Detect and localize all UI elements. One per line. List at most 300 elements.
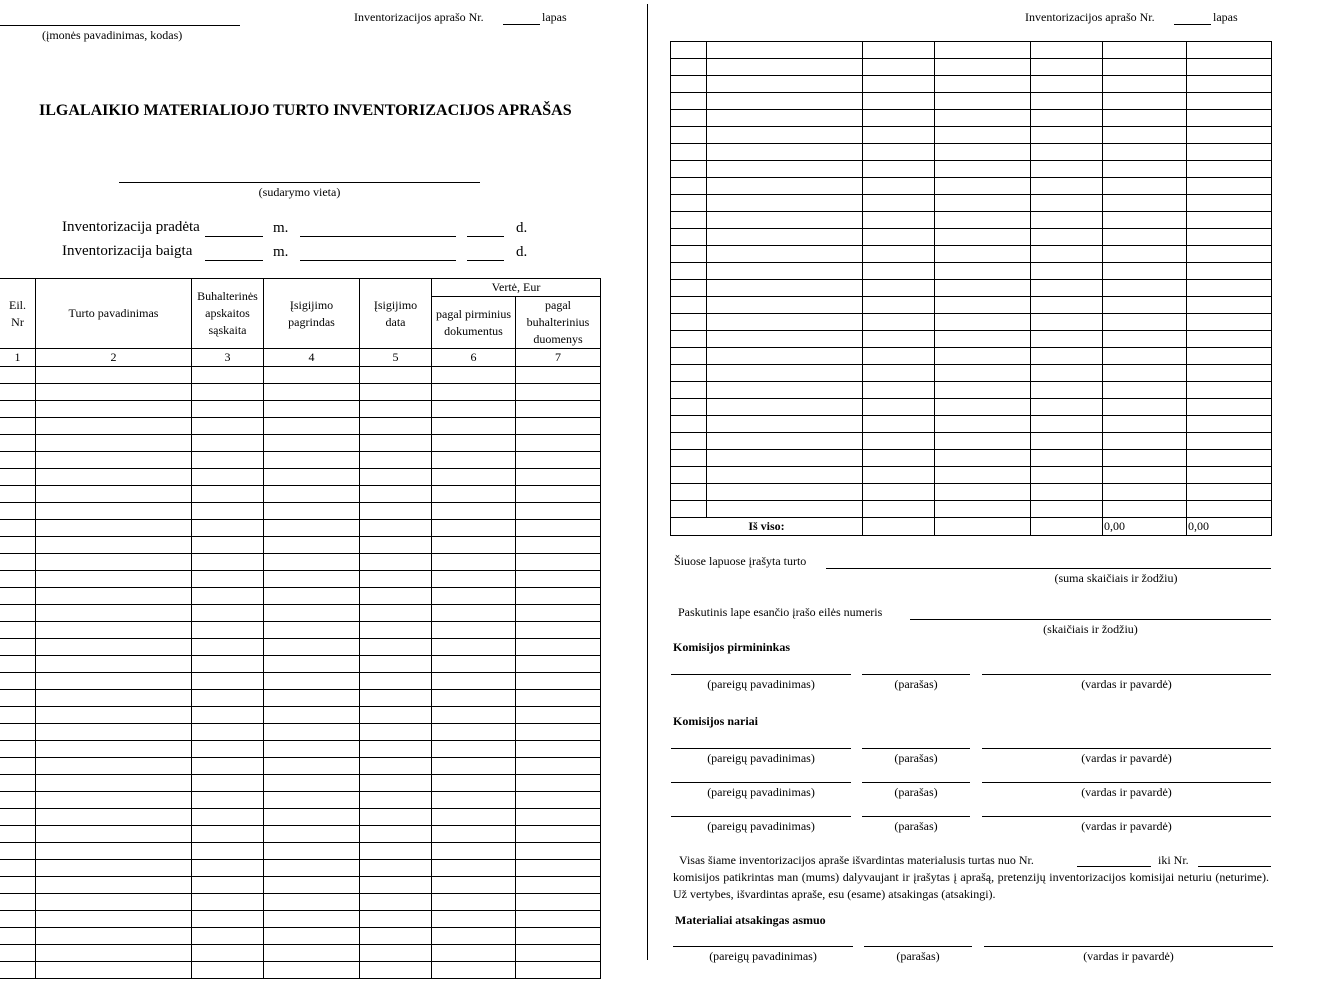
table-cell[interactable] [671, 263, 707, 280]
table-cell[interactable] [36, 384, 192, 401]
table-cell[interactable] [264, 741, 360, 758]
table-cell[interactable] [671, 195, 707, 212]
table-cell[interactable] [1103, 246, 1187, 263]
table-cell[interactable] [707, 433, 863, 450]
table-cell[interactable] [360, 384, 432, 401]
table-cell[interactable] [432, 877, 516, 894]
table-cell[interactable] [1103, 195, 1187, 212]
table-cell[interactable] [1103, 399, 1187, 416]
table-cell[interactable] [1103, 280, 1187, 297]
table-cell[interactable] [863, 365, 935, 382]
table-cell[interactable] [0, 384, 36, 401]
table-cell[interactable] [707, 280, 863, 297]
table-cell[interactable] [432, 554, 516, 571]
table-cell[interactable] [863, 501, 935, 518]
table-cell[interactable] [432, 469, 516, 486]
table-cell[interactable] [0, 724, 36, 741]
table-cell[interactable] [1187, 246, 1272, 263]
table-cell[interactable] [432, 707, 516, 724]
table-cell[interactable] [36, 911, 192, 928]
table-cell[interactable] [360, 707, 432, 724]
table-cell[interactable] [516, 741, 601, 758]
started-year-field[interactable] [205, 236, 263, 237]
table-cell[interactable] [707, 76, 863, 93]
table-cell[interactable] [863, 229, 935, 246]
table-cell[interactable] [36, 758, 192, 775]
table-cell[interactable] [516, 520, 601, 537]
table-cell[interactable] [1103, 127, 1187, 144]
table-cell[interactable] [360, 741, 432, 758]
table-cell[interactable] [360, 962, 432, 979]
name-line[interactable] [982, 674, 1271, 675]
table-cell[interactable] [1103, 212, 1187, 229]
started-day-field[interactable] [467, 236, 504, 237]
table-cell[interactable] [863, 212, 935, 229]
table-cell[interactable] [1187, 110, 1272, 127]
table-cell[interactable] [1103, 365, 1187, 382]
table-cell[interactable] [1187, 42, 1272, 59]
table-cell[interactable] [516, 724, 601, 741]
table-cell[interactable] [1031, 93, 1103, 110]
table-cell[interactable] [516, 554, 601, 571]
table-cell[interactable] [1187, 365, 1272, 382]
table-cell[interactable] [36, 452, 192, 469]
table-cell[interactable] [0, 520, 36, 537]
table-cell[interactable] [707, 93, 863, 110]
started-month-field[interactable] [300, 236, 456, 237]
table-cell[interactable] [360, 843, 432, 860]
table-cell[interactable] [707, 467, 863, 484]
table-cell[interactable] [1031, 212, 1103, 229]
table-cell[interactable] [36, 962, 192, 979]
table-cell[interactable] [1103, 59, 1187, 76]
table-cell[interactable] [707, 348, 863, 365]
table-cell[interactable] [192, 503, 264, 520]
table-cell[interactable] [360, 792, 432, 809]
table-cell[interactable] [36, 690, 192, 707]
table-cell[interactable] [0, 401, 36, 418]
table-cell[interactable] [935, 246, 1031, 263]
table-cell[interactable] [1031, 76, 1103, 93]
table-cell[interactable] [863, 42, 935, 59]
table-cell[interactable] [1103, 467, 1187, 484]
table-cell[interactable] [192, 452, 264, 469]
table-cell[interactable] [432, 962, 516, 979]
table-cell[interactable] [863, 331, 935, 348]
table-cell[interactable] [863, 246, 935, 263]
table-cell[interactable] [707, 59, 863, 76]
table-cell[interactable] [707, 314, 863, 331]
table-cell[interactable] [516, 792, 601, 809]
table-cell[interactable] [1031, 263, 1103, 280]
table-cell[interactable] [264, 639, 360, 656]
table-cell[interactable] [360, 486, 432, 503]
table-cell[interactable] [264, 435, 360, 452]
table-cell[interactable] [516, 928, 601, 945]
table-cell[interactable] [360, 809, 432, 826]
table-cell[interactable] [264, 843, 360, 860]
table-cell[interactable] [1031, 399, 1103, 416]
table-cell[interactable] [935, 433, 1031, 450]
table-cell[interactable] [264, 707, 360, 724]
table-cell[interactable] [1103, 42, 1187, 59]
table-cell[interactable] [192, 928, 264, 945]
table-cell[interactable] [516, 588, 601, 605]
table-cell[interactable] [360, 860, 432, 877]
table-cell[interactable] [360, 639, 432, 656]
table-cell[interactable] [516, 826, 601, 843]
table-cell[interactable] [0, 503, 36, 520]
table-cell[interactable] [1187, 348, 1272, 365]
table-cell[interactable] [671, 467, 707, 484]
table-cell[interactable] [1103, 433, 1187, 450]
table-cell[interactable] [0, 656, 36, 673]
table-cell[interactable] [671, 416, 707, 433]
table-cell[interactable] [192, 945, 264, 962]
table-cell[interactable] [36, 928, 192, 945]
table-cell[interactable] [1103, 178, 1187, 195]
table-cell[interactable] [360, 622, 432, 639]
table-cell[interactable] [707, 212, 863, 229]
table-cell[interactable] [360, 656, 432, 673]
table-cell[interactable] [1031, 246, 1103, 263]
table-cell[interactable] [1031, 280, 1103, 297]
table-cell[interactable] [671, 127, 707, 144]
table-cell[interactable] [1031, 416, 1103, 433]
table-cell[interactable] [192, 741, 264, 758]
table-cell[interactable] [707, 246, 863, 263]
table-cell[interactable] [432, 367, 516, 384]
signature-line[interactable] [862, 782, 970, 783]
table-cell[interactable] [863, 76, 935, 93]
table-cell[interactable] [1187, 518, 1272, 536]
table-cell[interactable] [1031, 161, 1103, 178]
table-cell[interactable] [0, 690, 36, 707]
table-cell[interactable] [432, 843, 516, 860]
table-cell[interactable] [192, 860, 264, 877]
table-cell[interactable] [1103, 263, 1187, 280]
table-cell[interactable] [192, 775, 264, 792]
table-cell[interactable] [36, 571, 192, 588]
table-cell[interactable] [360, 724, 432, 741]
table-cell[interactable] [36, 418, 192, 435]
table-cell[interactable] [264, 758, 360, 775]
table-cell[interactable] [863, 110, 935, 127]
table-cell[interactable] [863, 348, 935, 365]
table-cell[interactable] [863, 518, 935, 536]
table-cell[interactable] [264, 656, 360, 673]
table-cell[interactable] [432, 809, 516, 826]
table-cell[interactable] [1103, 501, 1187, 518]
table-cell[interactable] [1187, 416, 1272, 433]
table-cell[interactable] [516, 690, 601, 707]
table-cell[interactable] [192, 809, 264, 826]
finished-day-field[interactable] [467, 260, 504, 261]
table-cell[interactable] [264, 503, 360, 520]
position-line[interactable] [671, 816, 851, 817]
table-cell[interactable] [935, 297, 1031, 314]
signature-line[interactable] [864, 946, 972, 947]
table-cell[interactable] [863, 416, 935, 433]
table-cell[interactable] [192, 894, 264, 911]
table-cell[interactable] [516, 435, 601, 452]
table-cell[interactable] [1031, 433, 1103, 450]
table-cell[interactable] [36, 809, 192, 826]
table-cell[interactable] [0, 894, 36, 911]
table-cell[interactable] [935, 144, 1031, 161]
table-cell[interactable] [264, 860, 360, 877]
table-cell[interactable] [360, 911, 432, 928]
table-cell[interactable] [671, 59, 707, 76]
table-cell[interactable] [935, 42, 1031, 59]
table-cell[interactable] [192, 656, 264, 673]
table-cell[interactable] [863, 195, 935, 212]
table-cell[interactable] [432, 758, 516, 775]
table-cell[interactable] [1031, 467, 1103, 484]
table-cell[interactable] [192, 537, 264, 554]
table-cell[interactable] [935, 161, 1031, 178]
table-cell[interactable] [0, 452, 36, 469]
table-cell[interactable] [360, 418, 432, 435]
table-cell[interactable] [935, 450, 1031, 467]
table-cell[interactable] [1103, 484, 1187, 501]
table-cell[interactable] [36, 792, 192, 809]
table-cell[interactable] [192, 486, 264, 503]
table-cell[interactable] [360, 571, 432, 588]
table-cell[interactable] [1031, 348, 1103, 365]
table-cell[interactable] [192, 571, 264, 588]
table-cell[interactable] [516, 758, 601, 775]
name-line[interactable] [982, 816, 1271, 817]
table-cell[interactable] [863, 127, 935, 144]
table-cell[interactable] [264, 622, 360, 639]
table-cell[interactable] [516, 367, 601, 384]
table-cell[interactable] [0, 741, 36, 758]
table-cell[interactable] [516, 452, 601, 469]
table-cell[interactable] [264, 401, 360, 418]
table-cell[interactable] [516, 605, 601, 622]
table-cell[interactable] [192, 962, 264, 979]
table-cell[interactable] [516, 486, 601, 503]
table-cell[interactable] [0, 554, 36, 571]
table-cell[interactable] [935, 229, 1031, 246]
table-cell[interactable] [264, 486, 360, 503]
table-cell[interactable] [671, 331, 707, 348]
table-cell[interactable] [0, 418, 36, 435]
table-cell[interactable] [264, 962, 360, 979]
table-cell[interactable] [1187, 280, 1272, 297]
table-cell[interactable] [360, 520, 432, 537]
table-cell[interactable] [516, 537, 601, 554]
table-cell[interactable] [264, 469, 360, 486]
table-cell[interactable] [432, 503, 516, 520]
table-cell[interactable] [264, 894, 360, 911]
table-cell[interactable] [36, 486, 192, 503]
table-cell[interactable] [36, 673, 192, 690]
table-cell[interactable] [432, 418, 516, 435]
table-cell[interactable] [1031, 144, 1103, 161]
table-cell[interactable] [671, 348, 707, 365]
table-cell[interactable] [360, 758, 432, 775]
table-cell[interactable] [0, 758, 36, 775]
table-cell[interactable] [1103, 348, 1187, 365]
table-cell[interactable] [432, 588, 516, 605]
table-cell[interactable] [707, 450, 863, 467]
table-cell[interactable] [707, 110, 863, 127]
table-cell[interactable] [935, 484, 1031, 501]
table-cell[interactable] [0, 537, 36, 554]
table-cell[interactable] [671, 484, 707, 501]
table-cell[interactable] [192, 758, 264, 775]
table-cell[interactable] [192, 469, 264, 486]
table-cell[interactable] [360, 826, 432, 843]
table-cell[interactable] [432, 605, 516, 622]
table-cell[interactable] [1031, 450, 1103, 467]
table-cell[interactable] [264, 571, 360, 588]
table-cell[interactable] [671, 144, 707, 161]
table-cell[interactable] [516, 775, 601, 792]
table-cell[interactable] [1031, 331, 1103, 348]
table-cell[interactable] [863, 467, 935, 484]
table-cell[interactable] [0, 945, 36, 962]
table-cell[interactable] [516, 503, 601, 520]
table-cell[interactable] [863, 144, 935, 161]
table-cell[interactable] [0, 809, 36, 826]
table-cell[interactable] [36, 639, 192, 656]
table-cell[interactable] [192, 554, 264, 571]
table-cell[interactable] [935, 467, 1031, 484]
table-cell[interactable] [671, 110, 707, 127]
table-cell[interactable] [1103, 144, 1187, 161]
table-cell[interactable] [432, 571, 516, 588]
table-cell[interactable] [863, 178, 935, 195]
table-cell[interactable] [671, 433, 707, 450]
table-cell[interactable] [0, 962, 36, 979]
table-cell[interactable] [0, 673, 36, 690]
table-cell[interactable] [863, 450, 935, 467]
table-cell[interactable] [671, 76, 707, 93]
table-cell[interactable] [0, 911, 36, 928]
table-cell[interactable] [432, 894, 516, 911]
table-cell[interactable] [36, 860, 192, 877]
table-cell[interactable] [36, 469, 192, 486]
table-cell[interactable] [192, 826, 264, 843]
table-cell[interactable] [0, 775, 36, 792]
table-cell[interactable] [432, 724, 516, 741]
company-name-line[interactable] [0, 25, 240, 26]
table-cell[interactable] [192, 435, 264, 452]
table-cell[interactable] [516, 384, 601, 401]
table-cell[interactable] [360, 435, 432, 452]
table-cell[interactable] [1031, 484, 1103, 501]
table-cell[interactable] [0, 571, 36, 588]
table-cell[interactable] [36, 537, 192, 554]
table-cell[interactable] [516, 945, 601, 962]
table-cell[interactable] [192, 384, 264, 401]
table-cell[interactable] [432, 537, 516, 554]
table-cell[interactable] [671, 314, 707, 331]
table-cell[interactable] [935, 365, 1031, 382]
table-cell[interactable] [516, 877, 601, 894]
table-cell[interactable] [1103, 518, 1187, 536]
table-cell[interactable] [516, 809, 601, 826]
table-cell[interactable] [264, 775, 360, 792]
table-cell[interactable] [264, 826, 360, 843]
name-line[interactable] [982, 748, 1271, 749]
table-cell[interactable] [264, 537, 360, 554]
table-cell[interactable] [1187, 433, 1272, 450]
table-cell[interactable] [0, 826, 36, 843]
finished-year-field[interactable] [205, 260, 263, 261]
table-cell[interactable] [707, 42, 863, 59]
table-cell[interactable] [432, 792, 516, 809]
table-cell[interactable] [432, 520, 516, 537]
table-cell[interactable] [516, 418, 601, 435]
table-cell[interactable] [36, 554, 192, 571]
table-cell[interactable] [432, 690, 516, 707]
table-cell[interactable] [0, 707, 36, 724]
table-cell[interactable] [192, 877, 264, 894]
table-cell[interactable] [36, 877, 192, 894]
table-cell[interactable] [1103, 416, 1187, 433]
table-cell[interactable] [264, 945, 360, 962]
table-cell[interactable] [360, 588, 432, 605]
table-cell[interactable] [671, 178, 707, 195]
inventory-number-field-2[interactable] [1174, 24, 1211, 25]
table-cell[interactable] [516, 962, 601, 979]
table-cell[interactable] [935, 263, 1031, 280]
table-cell[interactable] [192, 690, 264, 707]
table-cell[interactable] [863, 280, 935, 297]
table-cell[interactable] [1187, 195, 1272, 212]
table-cell[interactable] [36, 622, 192, 639]
table-cell[interactable] [1103, 110, 1187, 127]
table-cell[interactable] [264, 877, 360, 894]
table-cell[interactable] [36, 826, 192, 843]
table-cell[interactable] [432, 945, 516, 962]
table-cell[interactable] [0, 877, 36, 894]
table-cell[interactable] [192, 911, 264, 928]
table-cell[interactable] [432, 656, 516, 673]
table-cell[interactable] [360, 945, 432, 962]
table-cell[interactable] [516, 469, 601, 486]
position-line[interactable] [671, 674, 851, 675]
table-cell[interactable] [1187, 263, 1272, 280]
signature-line[interactable] [862, 748, 970, 749]
table-cell[interactable] [1187, 229, 1272, 246]
table-cell[interactable] [1187, 399, 1272, 416]
table-cell[interactable] [1103, 297, 1187, 314]
table-cell[interactable] [432, 401, 516, 418]
name-line[interactable] [984, 946, 1273, 947]
table-cell[interactable] [264, 605, 360, 622]
table-cell[interactable] [863, 297, 935, 314]
table-cell[interactable] [36, 894, 192, 911]
table-cell[interactable] [432, 435, 516, 452]
table-cell[interactable] [360, 894, 432, 911]
position-line[interactable] [673, 946, 853, 947]
table-cell[interactable] [360, 928, 432, 945]
table-cell[interactable] [671, 246, 707, 263]
table-cell[interactable] [360, 877, 432, 894]
place-line[interactable] [119, 182, 480, 183]
table-cell[interactable] [1031, 110, 1103, 127]
table-cell[interactable] [707, 501, 863, 518]
table-cell[interactable] [1031, 501, 1103, 518]
table-cell[interactable] [935, 178, 1031, 195]
table-cell[interactable] [360, 775, 432, 792]
table-cell[interactable] [36, 401, 192, 418]
